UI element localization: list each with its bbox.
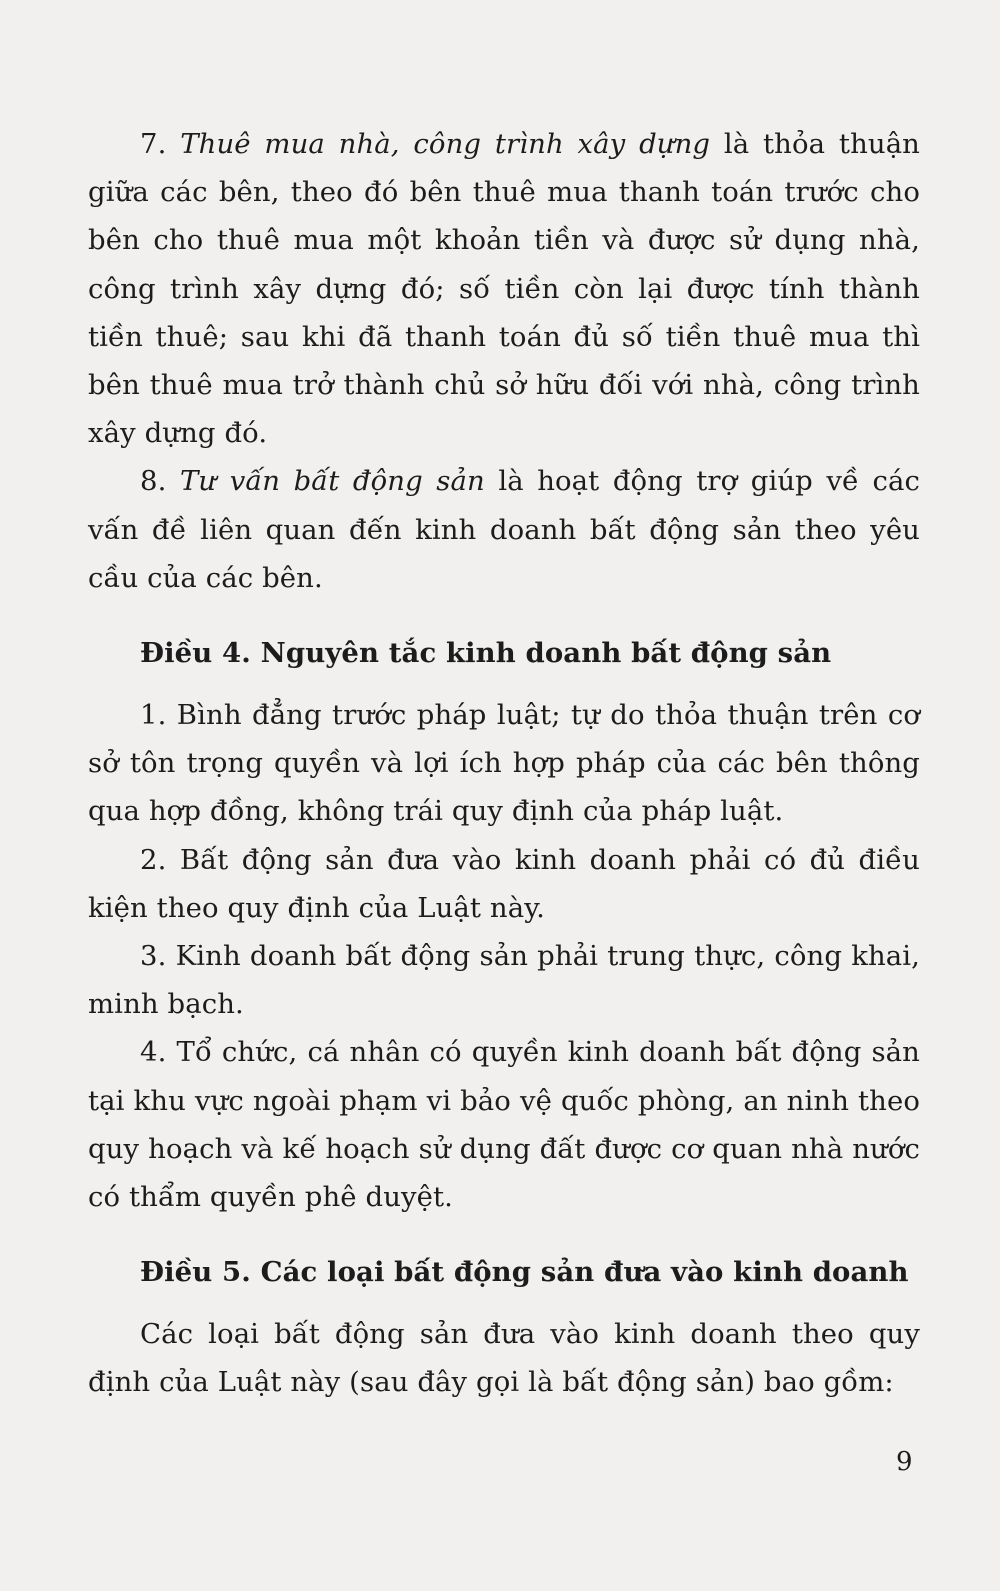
article5-intro: Các loại bất động sản đưa vào kinh doanh theo quy định của Luật này (sau đây gọi là bất động sản) bao gồm: [88, 1318, 920, 1399]
page-text [88, 120, 920, 1407]
article5-body [88, 1310, 920, 1406]
item7-term: Thuê mua nhà, công trình xây dựng [180, 128, 711, 160]
article4-item-3: 3. Kinh doanh bất động sản phải trung thực, công khai, minh bạch. [88, 940, 920, 1021]
article4-body [88, 691, 920, 1221]
item8-definition: là hoạt động trợ giúp về các vấn đề liên quan đến kinh doanh bất động sản theo yêu cầu của các bên. [88, 465, 921, 594]
item8-term: Tư vấn bất động sản [179, 465, 485, 498]
article4-item-4: 4. Tổ chức, cá nhân có quyền kinh doanh bất động sản tại khu vực ngoài phạm vi bảo vệ quốc phòng, an ninh theo quy hoạch và kế hoạch sử dụng đất được cơ quan nhà nước có thẩm quyền phê duyệt. [88, 1036, 920, 1214]
item7-definition: là thỏa thuận giữa các bên, theo đó bên thuê mua thanh toán trước cho bên cho thuê mua một khoản tiền và được sử dụng nhà, công trình xây dựng đó; số tiền còn lại được tính thành tiền thuê; sau khi đã thanh toán đủ số tiền thuê mua thì bên thuê mua trở thành chủ sở hữu đối với nhà, công trình xây dựng đó. [88, 128, 920, 450]
article4-item-1: 1. Bình đẳng trước pháp luật; tự do thỏa thuận trên cơ sở tôn trọng quyền và lợi ích hợp pháp của các bên thông qua hợp đồng, không trái quy định của pháp luật. [88, 699, 920, 828]
article3-item8: 8. Tư vấn bất động sản là hoạt động trợ giúp về các vấn đề liên quan đến kinh doanh bất động sản theo yêu cầu của các bên. [88, 465, 921, 594]
article5-heading: Điều 5. Các loại bất động sản đưa vào kinh doanh [140, 1256, 909, 1289]
article4-item-2: 2. Bất động sản đưa vào kinh doanh phải có đủ điều kiện theo quy định của Luật này. [88, 843, 920, 924]
page-number: 9 [896, 1447, 913, 1477]
article4-heading: Điều 4. Nguyên tắc kinh doanh bất động sản [140, 637, 832, 670]
article3-item7: 7. Thuê mua nhà, công trình xây dựng là thỏa thuận giữa các bên, theo đó bên thuê mua thanh toán trước cho bên cho thuê mua một khoản tiền và được sử dụng nhà, công trình xây dựng đó; số tiền còn lại được tính thành tiền thuê; sau khi đã thanh toán đủ số tiền thuê mua thì bên thuê mua trở thành chủ sở hữu đối với nhà, công trình xây dựng đó. [88, 128, 920, 450]
